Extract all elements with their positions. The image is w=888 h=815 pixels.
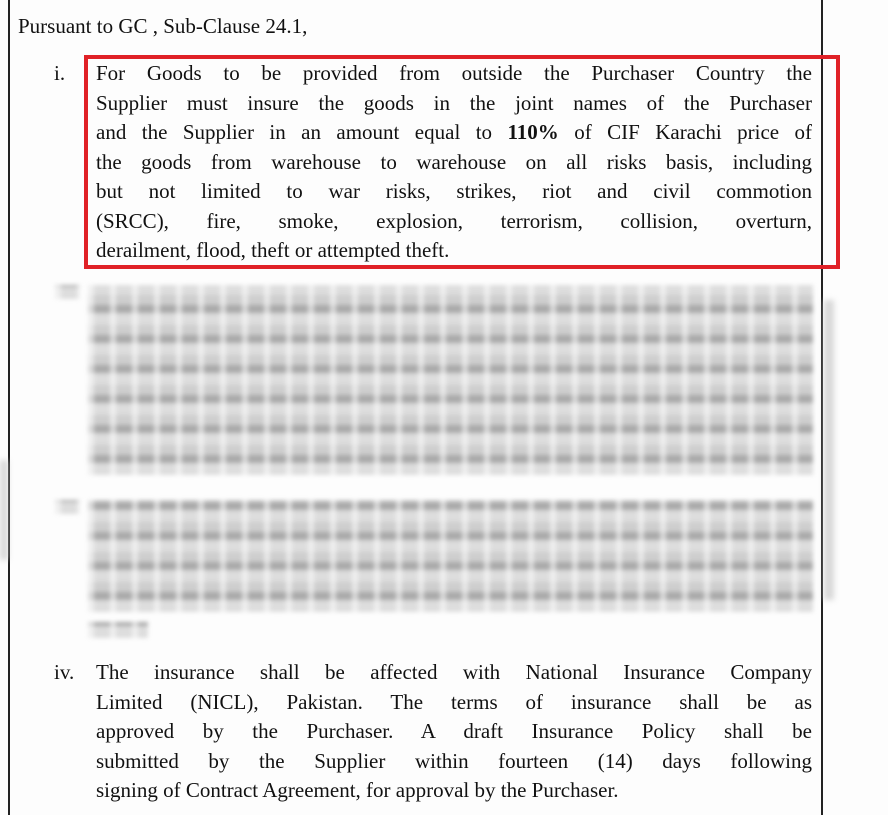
redacted-paragraph-iii: [88, 500, 813, 612]
redacted-paragraph-iii-tail: [88, 622, 148, 638]
item-iv-marker: iv.: [54, 660, 75, 684]
item-i-line-1: For Goods to be provided from outside the Purchaser Country the: [96, 61, 812, 85]
item-i-line-2: Supplier must insure the goods in the joint names of the Purchaser: [96, 90, 812, 115]
item-i-marker: i.: [54, 61, 66, 85]
item-i-line-7: derailment, flood, theft or attempted theft.: [96, 238, 450, 262]
highlight-box: [84, 55, 840, 269]
item-i-line-3-before: and the Supplier in an amount equal to: [96, 120, 508, 144]
redacted-paragraph-ii: [88, 285, 813, 475]
item-iv-line-5: signing of Contract Agreement, for approval by the Purchaser.: [96, 778, 619, 802]
bold-percentage: 110%: [507, 120, 559, 144]
item-iv-text: [96, 658, 812, 806]
item-i-line-6: (SRCC), fire, smoke, explosion, terrorism, collision, overturn,: [96, 208, 812, 233]
redacted-marker-ii: [55, 285, 80, 299]
left-edge-shadow: [0, 460, 8, 560]
clause-intro: Pursuant to GC , Sub-Clause 24.1,: [18, 14, 308, 38]
redacted-marker-iii: [55, 500, 80, 514]
item-i-line-4: the goods from warehouse to warehouse on all risks basis, including: [96, 149, 812, 174]
item-iv-line-3: approved by the Purchaser. A draft Insurance Policy shall be: [96, 719, 812, 743]
right-edge-shadow: [824, 300, 834, 600]
item-i-line-3-after: of CIF Karachi price of: [558, 120, 813, 144]
item-iv-line-1: The insurance shall be affected with National Insurance Company: [96, 660, 812, 684]
item-iv-line-4: submitted by the Supplier within fourteen (14) days following: [96, 748, 812, 773]
item-iv-line-2: Limited (NICL), Pakistan. The terms of insurance shall be as: [96, 689, 812, 714]
item-i-line-5: but not limited to war risks, strikes, riot and civil commotion: [96, 179, 812, 203]
